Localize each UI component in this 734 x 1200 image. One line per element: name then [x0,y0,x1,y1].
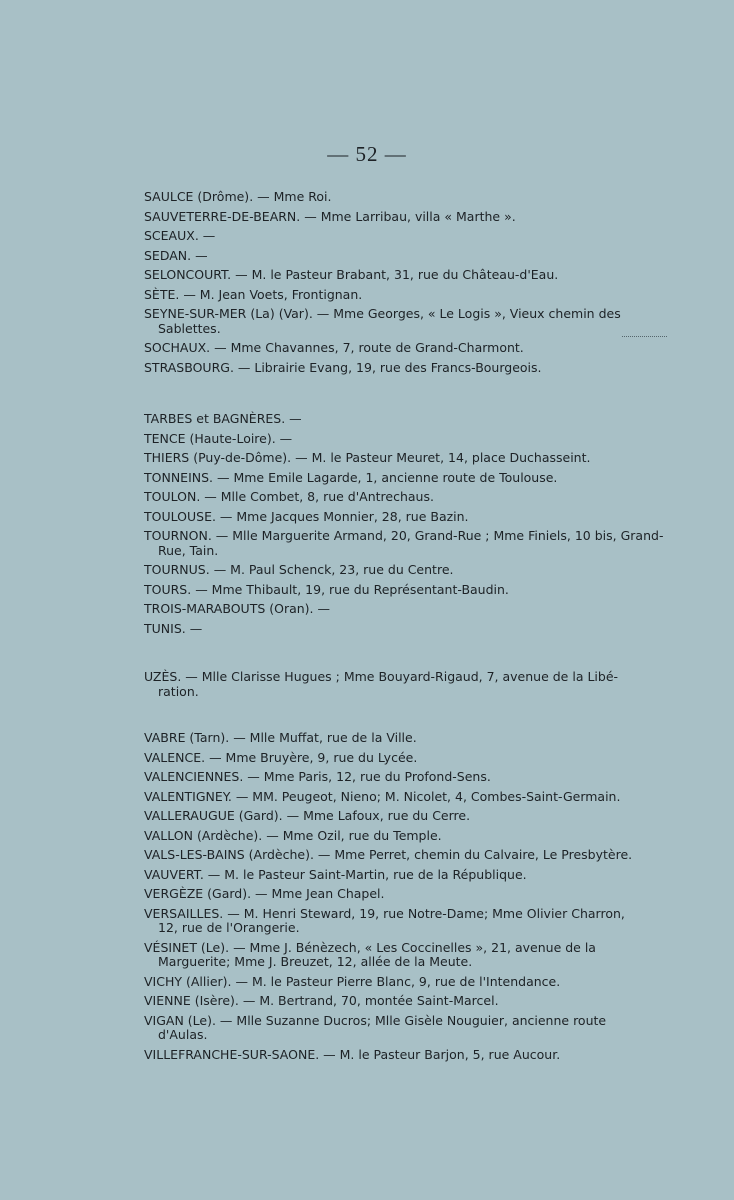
entry-line: UZÈS. — Mlle Clarisse Hugues ; Mme Bouyard-Rigaud, 7, avenue de la Libé- [144,669,619,684]
entry-line: SELONCOURT. — M. le Pasteur Brabant, 31, rue du Château-d'Eau. [144,267,559,282]
directory-entry [144,602,670,617]
entry-continuation: Rue, Tain. [158,542,219,558]
entry-line: STRASBOURG. — Librairie Evang, 19, rue des Francs-Bourgeois. [144,359,542,375]
directory-entry [144,268,670,283]
entry-line: VALENTIGNEY. — MM. Peugeot, Nieno; M. Nicolet, 4, Combes-Saint-Germain. [144,788,621,804]
directory-entry [144,341,670,356]
directory-entry [144,583,670,598]
entry-line: VIGAN (Le). — Mlle Suzanne Ducros; Mlle Gisèle Nouguier, ancienne route [144,1012,607,1028]
entry-continuation: 12, rue de l'Orangerie. [158,920,300,935]
entry-line: VAUVERT. — M. le Pasteur Saint-Martin, rue de la République. [144,866,527,882]
entry-line: THIERS (Puy-de-Dôme). — M. le Pasteur Meuret, 14, place Duchasseint. [144,450,591,465]
entry-continuation: Marguerite; Mme J. Breuzet, 12, allée de la Meute. [158,954,473,969]
entry-line: VALLERAUGUE (Gard). — Mme Lafoux, rue du Cerre. [144,808,471,823]
directory-entry [144,790,670,805]
entry-line: TROIS-MARABOUTS (Oran). — [144,601,331,616]
directory-entry [144,471,670,486]
entry-continuation: Sablettes. [158,320,221,336]
directory-entry [144,622,670,637]
directory-entry [144,751,670,766]
entry-continuation: ration. [158,683,199,699]
entry-line: VICHY (Allier). — M. le Pasteur Pierre Blanc, 9, rue de l'Intendance. [144,973,561,989]
directory-entry [144,288,670,303]
entry-line: TOURNUS. — M. Paul Schenck, 23, rue du Centre. [144,562,454,577]
directory-entry [144,412,670,427]
entry-line: TOULOUSE. — Mme Jacques Monnier, 28, rue Bazin. [144,508,469,524]
entry-continuation: d'Aulas. [158,1027,208,1042]
section-u [144,670,670,704]
directory-entry [144,770,670,785]
directory-entry [144,563,670,578]
directory-entry [144,994,670,1009]
entry-line: SAUVETERRE-DE-BEARN. — Mme Larribau, villa « Marthe ». [144,208,516,224]
entry-line: TARBES et BAGNÈRES. — [144,411,302,426]
directory-entry [144,1014,670,1043]
entry-line: VILLEFRANCHE-SUR-SAONE. — M. le Pasteur Barjon, 5, rue Aucour. [144,1046,561,1062]
entry-line: VALENCE. — Mme Bruyère, 9, rue du Lycée. [144,749,418,765]
entry-line: VERGÈZE (Gard). — Mme Jean Chapel. [144,886,385,901]
directory-entry [144,829,670,844]
entry-line: TONNEINS. — Mme Emile Lagarde, 1, ancienne route de Toulouse. [144,469,558,485]
directory-entry [144,432,670,447]
directory-entry [144,529,670,558]
section-s [144,190,670,380]
directory-entry [144,809,670,824]
directory-entry [144,490,670,505]
entry-line: VÉSINET (Le). — Mme J. Bénèzech, « Les Coccinelles », 21, avenue de la [144,939,596,955]
entry-line: VIENNE (Isère). — M. Bertrand, 70, montée Saint-Marcel. [144,993,499,1008]
entry-line: VALLON (Ardèche). — Mme Ozil, rue du Temple. [144,827,442,843]
directory-entry [144,907,670,936]
directory-entry [144,848,670,863]
entry-line: SCEAUX. — [144,228,216,243]
directory-entry [144,307,670,336]
section-t [144,412,670,641]
directory-entry [144,887,670,902]
entry-line: TENCE (Haute-Loire). — [144,430,293,446]
directory-entry [144,229,670,244]
directory-entry [144,670,670,699]
entry-line: VABRE (Tarn). — Mlle Muffat, rue de la Ville. [144,730,417,745]
entry-line: SOCHAUX. — Mme Chavannes, 7, route de Grand-Charmont. [144,340,524,355]
directory-entry [144,1048,670,1063]
entry-line: SEYNE-SUR-MER (La) (Var). — Mme Georges, « Le Logis », Vieux chemin des [144,306,621,321]
entry-line: SEDAN. — [144,247,208,263]
entry-line: SAULCE (Drôme). — Mme Roi. [144,189,332,204]
directory-entry [144,868,670,883]
entry-line: VERSAILLES. — M. Henri Steward, 19, rue Notre-Dame; Mme Olivier Charron, [144,905,625,921]
entry-line: SÈTE. — M. Jean Voets, Frontignan. [144,286,363,302]
directory-entry [144,941,670,970]
section-v [144,731,670,1067]
entry-line: VALS-LES-BAINS (Ardèche). — Mme Perret, chemin du Calvaire, Le Presbytère. [144,847,633,862]
directory-entry [144,190,670,205]
entry-line: TOURNON. — Mlle Marguerite Armand, 20, Grand-Rue ; Mme Finiels, 10 bis, Grand- [144,528,664,543]
directory-entry [144,975,670,990]
directory-entry [144,249,670,264]
directory-entry [144,451,670,466]
entry-line: TOULON. — Mlle Combet, 8, rue d'Antrechaus. [144,489,434,504]
directory-entry [144,361,670,376]
directory-entry [144,210,670,225]
entry-line: TOURS. — Mme Thibault, 19, rue du Représentant-Baudin. [144,581,509,597]
directory-entry [144,510,670,525]
page-number: — 52 — [327,142,407,166]
entry-line: VALENCIENNES. — Mme Paris, 12, rue du Profond-Sens. [144,769,491,784]
entry-line: TUNIS. — [144,620,203,636]
directory-entry [144,731,670,746]
